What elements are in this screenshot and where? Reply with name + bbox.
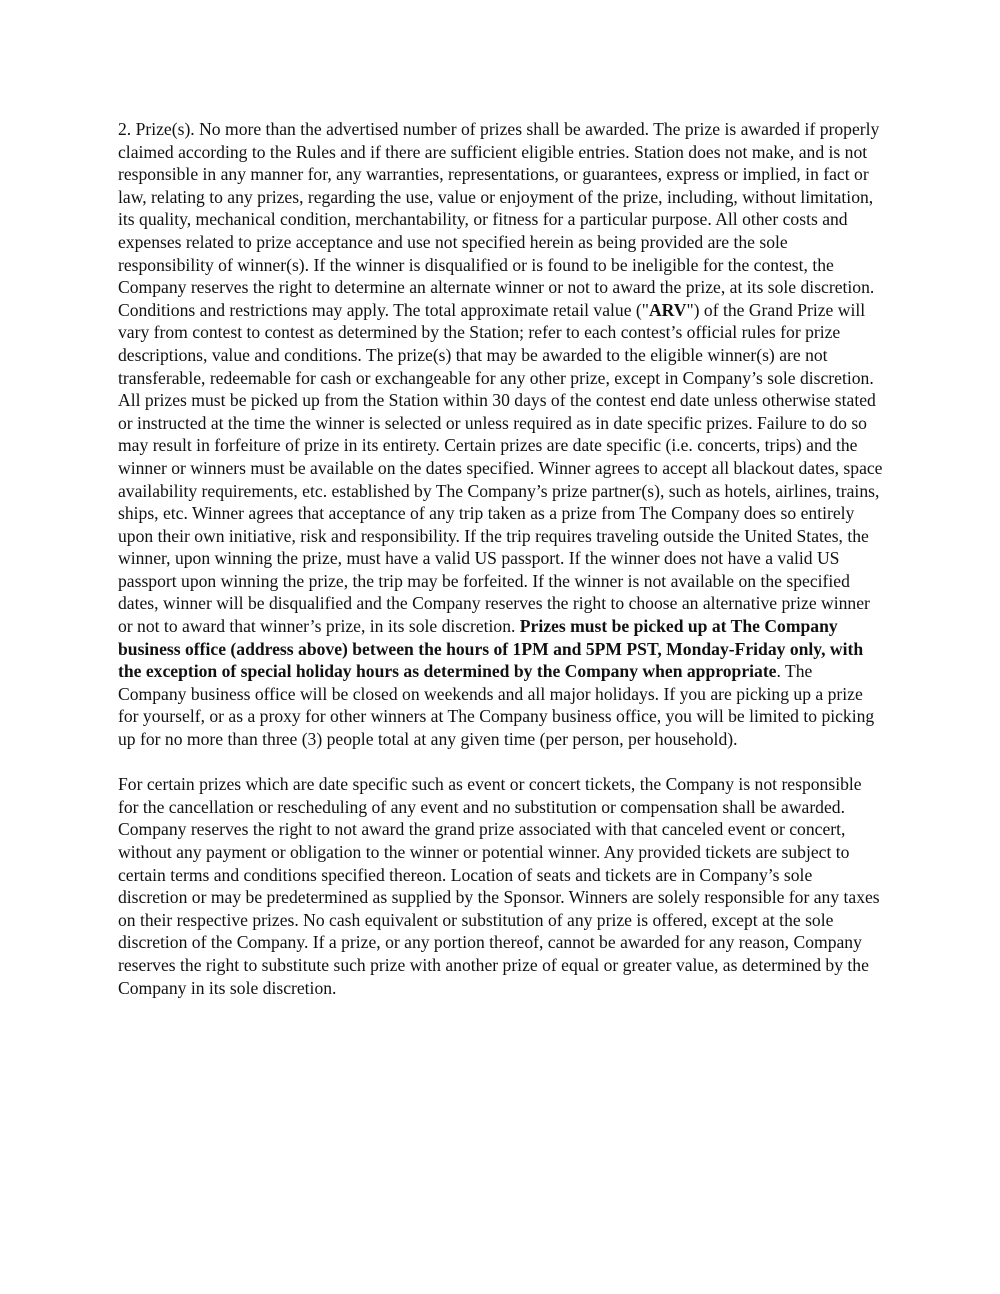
arv-term: ARV: [648, 299, 687, 320]
prizes-closing-text: . The Company business office will be closed on weekends and all major holidays. If you are picking up a prize for yourself, or as a proxy for other winners at The Company business office, you will be limited to picking up for no more than three (3) people total at any given time (per person, per household).: [118, 661, 875, 750]
pickup-notice-bold: Prizes must be picked up at The Company business office (address above) between the hours of 1PM and 5PM PST, Monday-Friday only, with the exception of special holiday hours as determined by the Company when appropriate: [118, 616, 864, 682]
document-page: [118, 118, 884, 999]
date-specific-prizes-paragraph: For certain prizes which are date specific such as event or concert tickets, the Company is not responsible for the cancellation or rescheduling of any event and no substitution or compensation shall be awarded. Company reserves the right to not award the grand prize associated with that canceled event or concert, without any payment or obligation to the winner or potential winner. Any provided tickets are subject to certain terms and conditions specified thereon. Location of seats and tickets are in Company’s sole discretion or may be predetermined as supplied by the Sponsor. Winners are solely responsible for any taxes on their respective prizes. No cash equivalent or substitution of any prize is offered, except at the sole discretion of the Company. If a prize, or any portion thereof, cannot be awarded for any reason, Company reserves the right to substitute such prize with another prize of equal or greater value, as determined by the Company in its sole discretion.: [118, 774, 880, 998]
prizes-intro-text: 2. Prize(s). No more than the advertised number of prizes shall be awarded. The prize is awarded if properly claimed according to the Rules and if there are sufficient eligible entries. Station does not make, and is not responsible in any manner for, any warranties, representations, or guarantees, express or implied, in fact or law, relating to any prizes, regarding the use, value or enjoyment of the prize, including, without limitation, its quality, mechanical condition, merchantability, or fitness for a particular purpose. All other costs and expenses related to prize acceptance and use not specified herein as being provided are the sole responsibility of winner(s). If the winner is disqualified or is found to be ineligible for the contest, the Company reserves the right to determine an alternate winner or not to award the prize, at its sole discretion. Conditions and restrictions may apply. The total approximate retail value (": [118, 119, 880, 320]
prizes-body-text: ") of the Grand Prize will vary from contest to contest as determined by the Station; refer to each contest’s official rules for prize descriptions, value and conditions. The prize(s) that may be awarded to the eligible winner(s) are not transferable, redeemable for cash or exchangeable for any other prize, except in Company’s sole discretion. All prizes must be picked up from the Station within 30 days of the contest end date unless otherwise stated or instructed at the time the winner is selected or unless required as in date specific prizes. Failure to do so may result in forfeiture of prize in its entirety. Certain prizes are date specific (i.e. concerts, trips) and the winner or winners must be available on the dates specified. Winner agrees to accept all blackout dates, space availability requirements, etc. established by The Company’s prize partner(s), such as hotels, airlines, trains, ships, etc. Winner agrees that acceptance of any trip taken as a prize from The Company does so entirely upon their own initiative, risk and responsibility. If the trip requires traveling outside the United States, the winner, upon winning the prize, must have a valid US passport. If the winner does not have a valid US passport upon winning the prize, the trip may be forfeited. If the winner is not available on the specified dates, winner will be disqualified and the Company reserves the right to choose an alternative prize winner or not to award that winner’s prize, in its sole discretion.: [118, 299, 883, 637]
prizes-section-paragraph: [118, 118, 884, 751]
